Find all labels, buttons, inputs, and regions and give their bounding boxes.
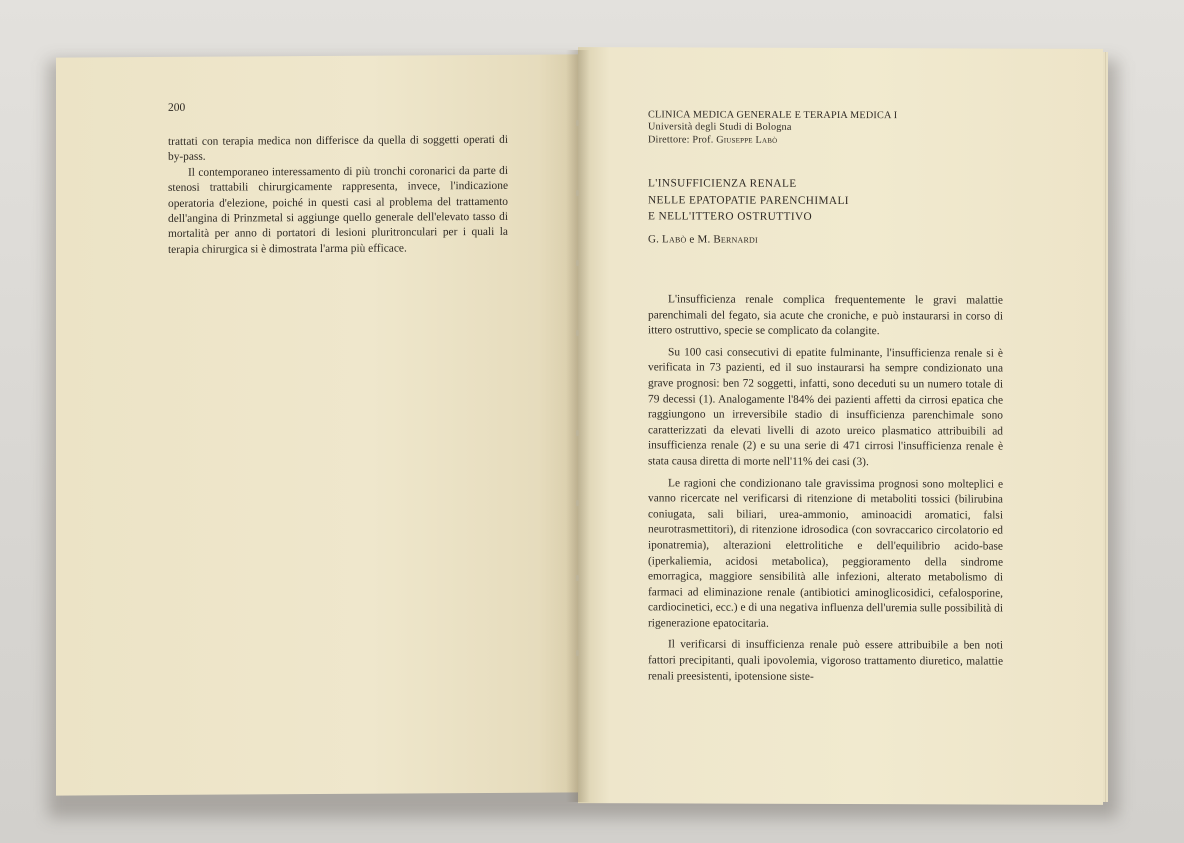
- article-body: [648, 292, 1003, 691]
- body-paragraph-2: Su 100 casi consecutivi di epatite fulminante, l'insufficienza renale si è verificata in 73 pazienti, ed il suo instaurarsi ha sempre condizionato una grave prognosi: ben 72 soggetti, infatti, sono deceduti su un numero totale di 79 decessi (1). Analogamente l'84% dei pazienti affetti da cirrosi epatica che raggiungono un irreversibile stadio di insufficienza parenchimale sono caratterizzati da elevati livelli di azoto ureico plasmatico attribuibili ad insufficienza renale (2) e su una serie di 471 cirrosi l'insufficienza renale è stata causa diretta di morte nell'11% dei casi (3).: [648, 346, 1003, 469]
- binding-stitch: [576, 260, 579, 266]
- article-title: [648, 175, 938, 226]
- author-2: M. Bernardi: [697, 233, 758, 246]
- director-name: Giuseppe Labò: [716, 134, 778, 146]
- binding-stitch: [576, 190, 579, 196]
- binding-stitch: [576, 430, 579, 436]
- left-page: [56, 54, 580, 795]
- left-paragraph-2: Il contemporaneo interessamento di più tronchi coronarici da parte di stenosi trattabili chirurgicamente rappresenta, invece, l'indicazione operatoria d'elezione, poiché in questi casi al problema del trattamento dell'angina di Prinzmetal si aggiunge quello generale dell'elevato tasso di mortalità per anno di portatori di lesioni pluritronculari per i quali la terapia chirurgica si è dimostrata l'arma più efficace.: [168, 164, 508, 256]
- page-number: 200: [168, 101, 186, 114]
- binding-stitch: [576, 650, 579, 656]
- institution-header: [648, 109, 948, 147]
- director-label: Direttore: Prof.: [648, 134, 714, 146]
- binding-stitch: [576, 500, 579, 506]
- article-authors: [648, 233, 758, 245]
- body-paragraph-1: L'insufficienza renale complica frequentemente le gravi malattie parenchimali del fegato, sia acute che croniche, e può instaurarsi in corso di ittero ostruttivo, specie se complicato da colangite.: [648, 293, 1003, 338]
- binding-stitch: [576, 575, 579, 581]
- clinic-name: CLINICA MEDICA GENERALE E TERAPIA MEDICA I: [648, 109, 898, 122]
- right-page: [578, 47, 1103, 805]
- author-1: G. Labò: [648, 233, 687, 246]
- left-page-text: [168, 133, 508, 258]
- body-paragraph-3: Le ragioni che condizionano tale gravissima prognosi sono molteplici e vanno ricercate nel verificarsi di ritenzione di metaboliti tossici (bilirubina coniugata, sali biliari, urea-ammonio, aminoacidi aromatici, falsi neurotrasmettitori), di ritenzione idrosodica (con sovraccarico circolatorio ed iponatremia), alterazioni elettrolitiche e dell'equilibrio acido-base (iperkaliemia, acidosi metabolica), peggioramento della sindrome emorragica, maggiore sensibilità alle infezioni, alterato metabolismo di farmaci ad eliminazione renale (antibiotici aminoglicosidici, cefalosporine, cardiocinetici, ecc.) e di una negativa influenza dell'uremia sulle possibilità di rigenerazione epatocitaria.: [648, 476, 1003, 630]
- left-paragraph-1: trattati con terapia medica non differisce da quella di soggetti operati di by-pass.: [168, 133, 508, 164]
- title-line-1: L'INSUFFICIENZA RENALE: [648, 177, 797, 190]
- binding-stitch: [576, 120, 579, 126]
- director-line: [648, 134, 948, 147]
- binding-stitch: [576, 330, 579, 336]
- university-name: Università degli Studi di Bologna: [648, 121, 792, 134]
- book-gutter: [566, 50, 590, 802]
- title-line-2: NELLE EPATOPATIE PARENCHIMALI: [648, 193, 849, 207]
- title-line-3: E NELL'ITTERO OSTRUTTIVO: [648, 210, 813, 223]
- author-conjunction: e: [689, 233, 695, 246]
- body-paragraph-4: Il verificarsi di insufficienza renale può essere attribuibile a ben noti fattori precipitanti, quali ipovolemia, vigoroso trattamento diuretico, malattie renali preesistenti, ipotensione siste-: [648, 638, 1003, 683]
